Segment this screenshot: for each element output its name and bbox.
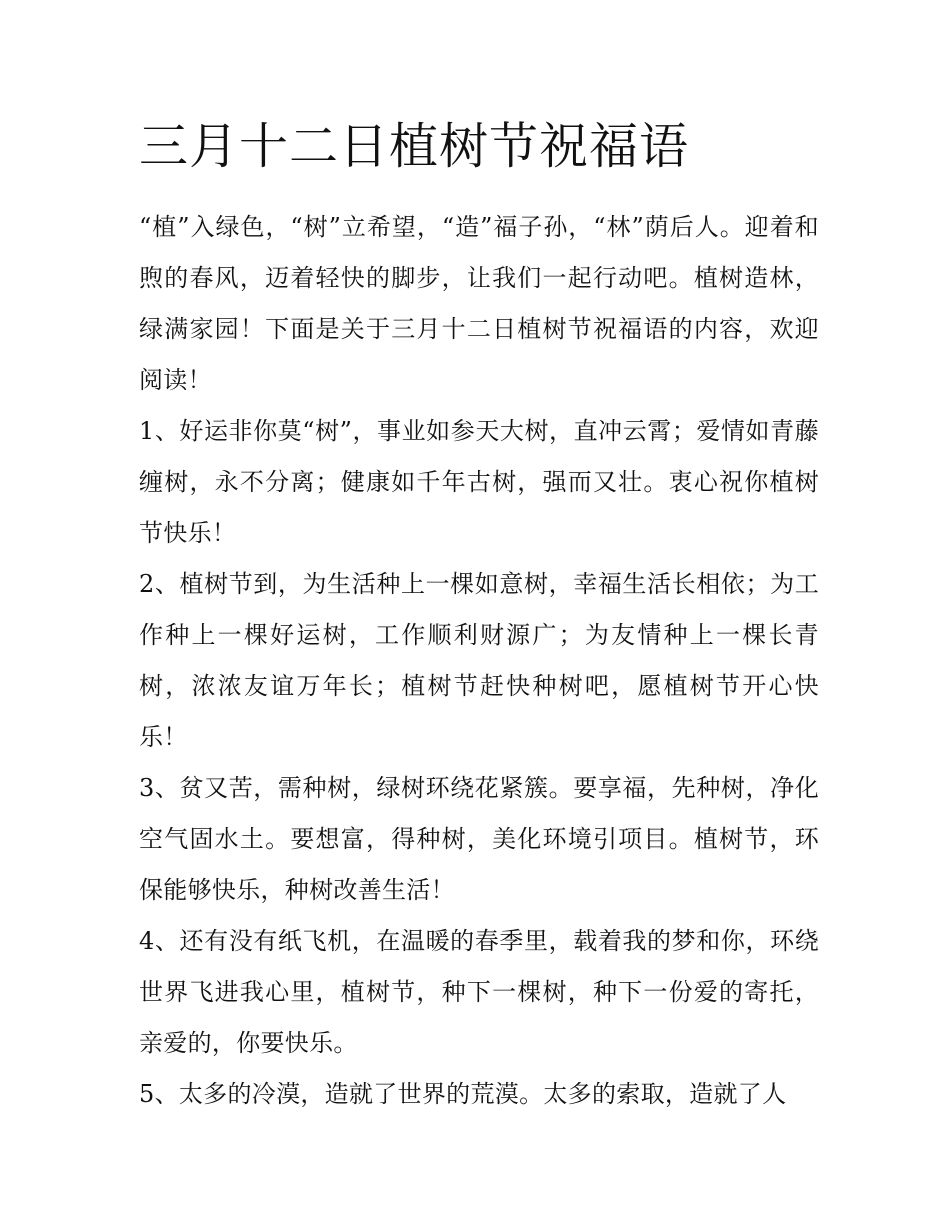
blessing-item-5: 5、太多的冷漠，造就了世界的荒漠。太多的索取，造就了人 — [139, 1080, 787, 1108]
document-page — [139, 112, 819, 1120]
blessing-item-1: 1、好运非你莫“树”，事业如参天大树，直冲云霄；爱情如青藤缠树，永不分离；健康如千年古树，强而又壮。衷心祝你植树节快乐！ — [139, 417, 819, 547]
document-title: 三月十二日植树节祝福语 — [139, 118, 690, 175]
intro-paragraph: “植”入绿色，“树”立希望，“造”福子孙，“林”荫后人。迎着和煦的春风，迈着轻快的脚步，让我们一起行动吧。植树造林，绿满家园！下面是关于三月十二日植树节祝福语的内容，欢迎阅读！ — [139, 213, 819, 394]
blessing-item-3: 3、贫又苦，需种树，绿树环绕花紧簇。要享福，先种树，净化空气固水土。要想富，得种树，美化环境引项目。植树节，环保能够快乐，种树改善生活！ — [139, 774, 819, 904]
blessing-item-2: 2、植树节到，为生活种上一棵如意树，幸福生活长相依；为工作种上一棵好运树，工作顺利财源广；为友情种上一棵长青树，浓浓友谊万年长；植树节赶快种树吧，愿植树节开心快乐！ — [139, 570, 819, 751]
blessing-item-4: 4、还有没有纸飞机，在温暖的春季里，载着我的梦和你，环绕世界飞进我心里，植树节，种下一棵树，种下一份爱的寄托，亲爱的，你要快乐。 — [139, 927, 819, 1057]
